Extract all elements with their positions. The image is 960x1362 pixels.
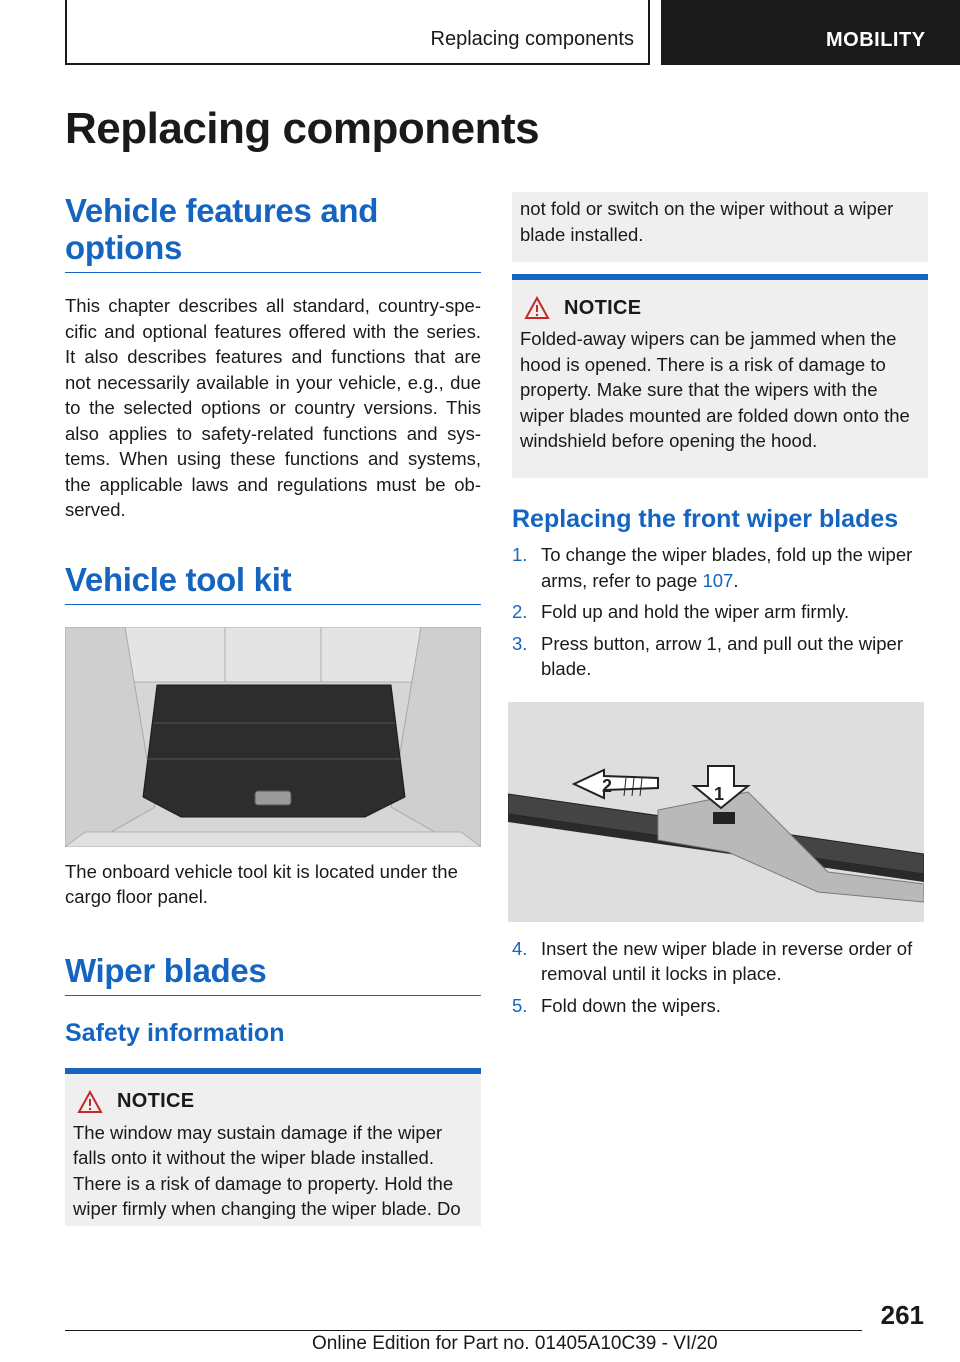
features-text: This chapter describes all standard, country-spe-cific and optional features offered with the series. It also describes features and functions that are not necessarily available in your vehicle, e.g., due to the selected options or country versions. This also applies to safety-related functions and sys-tems. When using these functions and systems, the applicable laws and regulations must be ob-served. [65, 295, 481, 520]
wiper-blade-image [508, 702, 924, 922]
cargo-area-image [65, 627, 481, 847]
left-column [65, 192, 481, 1226]
footer-divider [65, 1330, 862, 1331]
step-text-part: To change the wiper blades, fold up the wiper arms, refer to page [541, 544, 913, 591]
list-item [512, 631, 928, 682]
notice-text: The window may sustain damage if the wiper falls onto it without the wiper blade installed. There is a risk of damage to property. Hold the wiper firmly when changing the wiper blade. Do [73, 1121, 461, 1219]
step-text-part: . [733, 569, 739, 591]
right-column [512, 192, 928, 1024]
tool-kit-caption: The onboard vehicle tool kit is located under the cargo floor panel. [65, 860, 458, 907]
list-item [512, 936, 928, 987]
step-text [541, 542, 928, 593]
features-heading-line2: options [65, 229, 183, 266]
wiper-blade-illustration [508, 702, 924, 922]
footer-edition: Online Edition for Part no. 01405A10C39 - VI/20 [312, 1333, 718, 1354]
notice-label: NOTICE [117, 1090, 195, 1112]
features-heading [65, 192, 481, 273]
features-heading-line1: Vehicle features and [65, 192, 379, 229]
header-section-box [65, 0, 650, 65]
step-text: Press button, arrow 1, and pull out the wiper blade. [541, 632, 903, 679]
notice-continuation [512, 192, 928, 262]
notice-box-2 [512, 274, 928, 478]
page-title: Replacing components [65, 104, 540, 153]
warning-triangle-icon [524, 296, 550, 320]
step-number: 1. [512, 544, 528, 565]
step-number: 2. [512, 601, 528, 622]
arrow-2-label: 2 [602, 775, 613, 796]
list-item [512, 993, 928, 1019]
list-item [512, 542, 928, 593]
page-link[interactable]: 107 [702, 569, 734, 591]
front-wiper-heading: Replacing the front wiper blades [512, 505, 899, 533]
step-text: Insert the new wiper blade in reverse order of removal until it locks in place. [541, 937, 913, 984]
header-chapter-title: MOBILITY [826, 29, 926, 51]
notice-header-2 [524, 296, 920, 320]
wiper-blades-heading: Wiper blades [65, 952, 481, 996]
step-text: Fold down the wipers. [541, 994, 721, 1016]
steps-list-a [512, 542, 928, 682]
safety-information-heading: Safety information [65, 1018, 285, 1047]
notice-box [65, 1068, 481, 1226]
notice-text-2: Folded-away wipers can be jammed when the hood is opened. There is a risk of damage to property. Make sure that the wipers with the wiper blades mounted are folded down onto the windshield before opening the hood. [520, 328, 910, 451]
tool-kit-heading: Vehicle tool kit [65, 561, 481, 605]
warning-triangle-icon [77, 1090, 103, 1114]
page-number: 261 [880, 1300, 924, 1330]
notice-label-2: NOTICE [564, 296, 642, 319]
cargo-area-illustration [65, 627, 481, 847]
notice-header [77, 1090, 473, 1114]
step-number: 4. [512, 937, 528, 959]
steps-list-b [512, 936, 928, 1019]
step-number: 5. [512, 994, 528, 1016]
step-text: Fold up and hold the wiper arm firmly. [541, 601, 850, 622]
arrow-1-label: 1 [714, 783, 725, 804]
list-item [512, 599, 928, 625]
step-number: 3. [512, 632, 528, 654]
header-section-title: Replacing components [430, 28, 634, 50]
notice-continuation-text: not fold or switch on the wiper without a wiper blade installed. [520, 198, 894, 245]
header-chapter-box [661, 0, 960, 65]
